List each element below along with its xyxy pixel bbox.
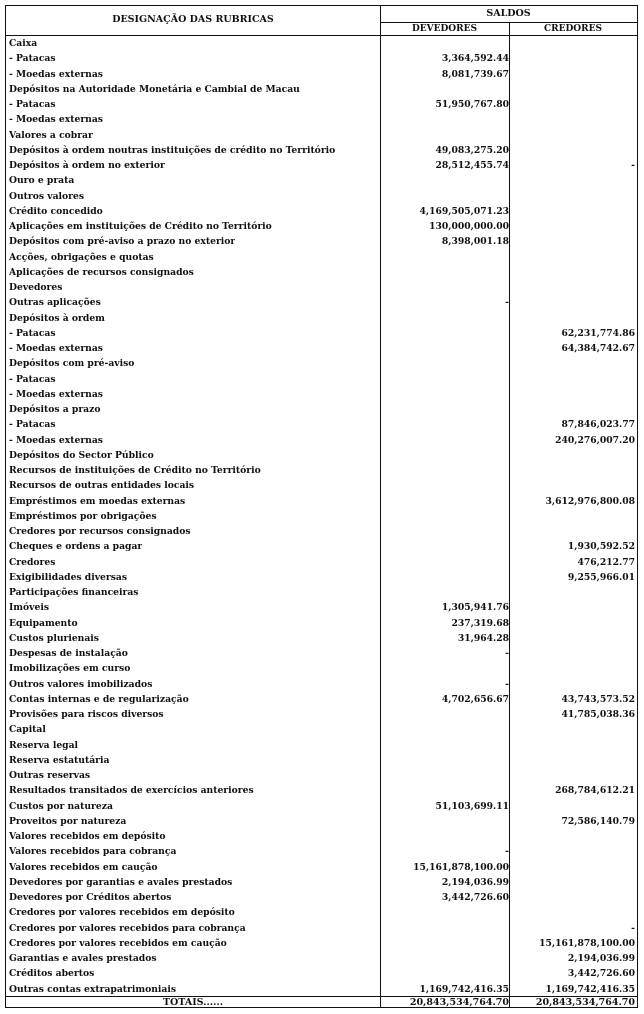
table-row bbox=[6, 570, 637, 585]
row-devedores: 49,083,275.20 bbox=[435, 144, 509, 156]
row-devedores: 28,512,455.74 bbox=[435, 160, 509, 171]
row-credores: 72,586,140.79 bbox=[561, 815, 635, 827]
header-saldos: SALDOS bbox=[486, 8, 531, 19]
table-row bbox=[6, 707, 637, 722]
table-row bbox=[6, 555, 637, 570]
table-row bbox=[6, 189, 637, 204]
table-row bbox=[6, 112, 637, 127]
row-label: Aplicações de recursos consignados bbox=[9, 266, 194, 278]
row-label: Aplicações em instituições de Crédito no Território bbox=[9, 221, 272, 232]
row-label: Outras contas extrapatrimoniais bbox=[9, 983, 177, 995]
table-row bbox=[6, 875, 637, 890]
table-row bbox=[6, 814, 637, 829]
totals-devedores: 20,843,534,764.70 bbox=[409, 997, 509, 1008]
table-row bbox=[6, 692, 637, 707]
row-credores: 3,612,976,800.08 bbox=[545, 495, 635, 507]
row-label: Credores por valores recebidos em caução bbox=[9, 937, 227, 949]
table-row bbox=[6, 372, 637, 387]
row-devedores: 2,194,036.99 bbox=[441, 876, 509, 888]
row-devedores: 1,169,742,416.35 bbox=[419, 983, 509, 995]
row-label: Outros valores bbox=[9, 190, 85, 202]
row-label: - Patacas bbox=[9, 327, 56, 339]
row-label: Outras aplicações bbox=[9, 297, 101, 309]
row-label: Depósitos à ordem noutras instituições de crédito no Território bbox=[9, 144, 336, 156]
row-label: Despesas de instalação bbox=[9, 648, 128, 659]
table-row bbox=[6, 387, 637, 402]
table-row bbox=[6, 921, 637, 936]
table-row bbox=[6, 509, 637, 524]
row-label: Empréstimos em moedas externas bbox=[9, 495, 186, 507]
row-devedores: - bbox=[505, 678, 509, 690]
table-row bbox=[6, 234, 637, 249]
row-credores: 64,384,742.67 bbox=[561, 343, 635, 354]
row-label: Depósitos à ordem no exterior bbox=[9, 160, 165, 171]
table-row bbox=[6, 128, 637, 143]
saldos-rule bbox=[380, 22, 637, 23]
row-label: Capital bbox=[9, 724, 46, 736]
table-row bbox=[6, 36, 637, 51]
table-row bbox=[6, 524, 637, 539]
row-devedores: 8,398,001.18 bbox=[441, 236, 509, 248]
table-row bbox=[6, 478, 637, 493]
row-label: Credores por valores recebidos para cobrança bbox=[9, 922, 246, 934]
row-credores: - bbox=[631, 160, 635, 171]
row-label: Participações financeiras bbox=[9, 587, 139, 598]
row-label: Depósitos à ordem bbox=[9, 312, 105, 324]
row-label: Provisões para riscos diversos bbox=[9, 709, 164, 720]
row-label: - Patacas bbox=[9, 419, 56, 431]
table-row bbox=[6, 463, 637, 478]
table-row bbox=[6, 646, 637, 661]
row-label: Exigibilidades diversas bbox=[9, 571, 128, 583]
row-label: - Moedas externas bbox=[9, 114, 103, 126]
balance-table bbox=[5, 5, 638, 1008]
row-label: Imobilizações em curso bbox=[9, 663, 131, 675]
row-label: Valores a cobrar bbox=[9, 129, 93, 141]
row-label: Empréstimos por obrigações bbox=[9, 510, 157, 522]
table-row bbox=[6, 341, 637, 356]
table-row bbox=[6, 173, 637, 188]
row-credores: 240,276,007.20 bbox=[555, 434, 635, 446]
table-row bbox=[6, 768, 637, 783]
table-row bbox=[6, 448, 637, 463]
row-credores: 87,846,023.77 bbox=[561, 419, 635, 431]
row-label: Acções, obrigações e quotas bbox=[9, 251, 154, 263]
row-label: - Moedas externas bbox=[9, 388, 103, 400]
row-label: - Moedas externas bbox=[9, 343, 103, 354]
row-label: Depósitos do Sector Público bbox=[9, 449, 154, 461]
row-label: Reserva legal bbox=[9, 739, 79, 751]
row-credores: 9,255,966.01 bbox=[567, 571, 635, 583]
table-row bbox=[6, 82, 637, 97]
table-row bbox=[6, 722, 637, 737]
row-label: Créditos abertos bbox=[9, 968, 95, 980]
table-row bbox=[6, 280, 637, 295]
table-row bbox=[6, 158, 637, 173]
row-label: Garantias e avales prestados bbox=[9, 953, 157, 964]
row-devedores: 4,169,505,071.23 bbox=[419, 205, 509, 217]
table-row bbox=[6, 631, 637, 646]
row-label: Valores recebidos em depósito bbox=[9, 831, 166, 842]
row-devedores: 3,364,592.44 bbox=[441, 53, 509, 65]
row-label: - Moedas externas bbox=[9, 68, 103, 80]
table-row bbox=[6, 204, 637, 219]
row-label: Resultados transitados de exercícios anteriores bbox=[9, 785, 254, 797]
table-row bbox=[6, 402, 637, 417]
row-devedores: 3,442,726.60 bbox=[441, 892, 509, 903]
row-devedores: 31,964.28 bbox=[457, 632, 509, 644]
table-row bbox=[6, 905, 637, 920]
table-row bbox=[6, 951, 637, 966]
row-label: - Patacas bbox=[9, 373, 56, 385]
table-row bbox=[6, 265, 637, 280]
header-designacao: DESIGNAÇÃO DAS RUBRICAS bbox=[112, 14, 274, 25]
table-row bbox=[6, 829, 637, 844]
table-row bbox=[6, 51, 637, 66]
row-label: Contas internas e de regularização bbox=[9, 693, 189, 705]
row-label: Valores recebidos para cobrança bbox=[9, 846, 177, 858]
row-label: Imóveis bbox=[9, 602, 49, 614]
row-label: Ouro e prata bbox=[9, 175, 75, 187]
row-credores: 41,785,038.36 bbox=[561, 709, 635, 720]
row-devedores: - bbox=[505, 297, 509, 309]
table-row bbox=[6, 219, 637, 234]
row-credores: 2,194,036.99 bbox=[567, 953, 635, 964]
table-row bbox=[6, 783, 637, 798]
row-label: Depósitos com pré-aviso a prazo no exterior bbox=[9, 236, 236, 248]
row-label: Outros valores imobilizados bbox=[9, 678, 153, 690]
header-devedores: DEVEDORES bbox=[412, 24, 477, 34]
row-credores: 15,161,878,100.00 bbox=[539, 937, 635, 949]
row-credores: 62,231,774.86 bbox=[561, 327, 635, 339]
totals-label: TOTAIS...... bbox=[162, 997, 224, 1008]
table-row bbox=[6, 356, 637, 371]
row-credores: 3,442,726.60 bbox=[567, 968, 635, 980]
header-credores: CREDORES bbox=[544, 24, 602, 34]
totals-row bbox=[6, 997, 637, 1009]
row-label: Recursos de instituições de Crédito no Território bbox=[9, 465, 261, 476]
table-row bbox=[6, 616, 637, 631]
table-row bbox=[6, 326, 637, 341]
row-devedores: 8,081,739.67 bbox=[441, 68, 509, 80]
row-label: Devedores bbox=[9, 282, 63, 293]
table-row bbox=[6, 844, 637, 859]
row-label: Outras reservas bbox=[9, 770, 91, 781]
row-label: Credores bbox=[9, 556, 56, 568]
row-label: Custos plurienais bbox=[9, 632, 99, 644]
table-row bbox=[6, 250, 637, 265]
row-label: Credores por valores recebidos em depósito bbox=[9, 907, 235, 919]
row-devedores: 1,305,941.76 bbox=[441, 602, 509, 614]
table-row bbox=[6, 143, 637, 158]
table-row bbox=[6, 936, 637, 951]
row-devedores: - bbox=[505, 846, 509, 858]
row-label: Depósitos a prazo bbox=[9, 404, 101, 415]
table-row bbox=[6, 494, 637, 509]
row-credores: - bbox=[631, 922, 635, 934]
table-row bbox=[6, 982, 637, 997]
row-devedores: 51,950,767.80 bbox=[435, 99, 509, 110]
row-label: Cheques e ordens a pagar bbox=[9, 541, 143, 553]
table-row bbox=[6, 966, 637, 981]
table-row bbox=[6, 311, 637, 326]
table-row bbox=[6, 539, 637, 554]
row-credores: 1,930,592.52 bbox=[567, 541, 635, 553]
table-row bbox=[6, 585, 637, 600]
table-row bbox=[6, 677, 637, 692]
row-credores: 476,212.77 bbox=[577, 556, 635, 568]
row-credores: 268,784,612.21 bbox=[555, 785, 635, 797]
table-row bbox=[6, 738, 637, 753]
table-row bbox=[6, 97, 637, 112]
table-body bbox=[6, 36, 637, 997]
row-devedores: 130,000,000.00 bbox=[429, 221, 509, 232]
row-devedores: 51,103,699.11 bbox=[435, 800, 509, 812]
row-devedores: 4,702,656.67 bbox=[441, 693, 509, 705]
row-label: Proveitos por natureza bbox=[9, 815, 127, 827]
row-credores: 1,169,742,416.35 bbox=[545, 983, 635, 995]
row-label: Depósitos com pré-aviso bbox=[9, 358, 135, 370]
row-label: Credores por recursos consignados bbox=[9, 526, 191, 537]
table-row bbox=[6, 417, 637, 432]
row-devedores: 237,319.68 bbox=[451, 617, 509, 629]
row-label: Reserva estatutária bbox=[9, 754, 110, 766]
row-devedores: - bbox=[505, 648, 509, 659]
table-row bbox=[6, 799, 637, 814]
row-label: Devedores por Créditos abertos bbox=[9, 892, 172, 903]
table-row bbox=[6, 433, 637, 448]
table-row bbox=[6, 661, 637, 676]
row-label: Equipamento bbox=[9, 617, 78, 629]
row-label: Caixa bbox=[9, 38, 38, 49]
row-label: - Moedas externas bbox=[9, 434, 103, 446]
row-label: Crédito concedido bbox=[9, 205, 103, 217]
row-label: - Patacas bbox=[9, 99, 56, 110]
table-row bbox=[6, 860, 637, 875]
row-label: Recursos de outras entidades locais bbox=[9, 480, 195, 492]
table-row bbox=[6, 890, 637, 905]
table-row bbox=[6, 753, 637, 768]
table-row bbox=[6, 600, 637, 615]
table-row bbox=[6, 295, 637, 310]
row-label: - Patacas bbox=[9, 53, 56, 65]
row-label: Custos por natureza bbox=[9, 800, 113, 812]
row-label: Devedores por garantias e avales prestados bbox=[9, 876, 233, 888]
row-label: Valores recebidos em caução bbox=[9, 861, 158, 873]
row-label: Depósitos na Autoridade Monetária e Cambial de Macau bbox=[9, 83, 300, 95]
row-devedores: 15,161,878,100.00 bbox=[413, 861, 509, 873]
row-credores: 43,743,573.52 bbox=[561, 693, 635, 705]
table-row bbox=[6, 67, 637, 82]
totals-credores: 20,843,534,764.70 bbox=[535, 997, 635, 1008]
